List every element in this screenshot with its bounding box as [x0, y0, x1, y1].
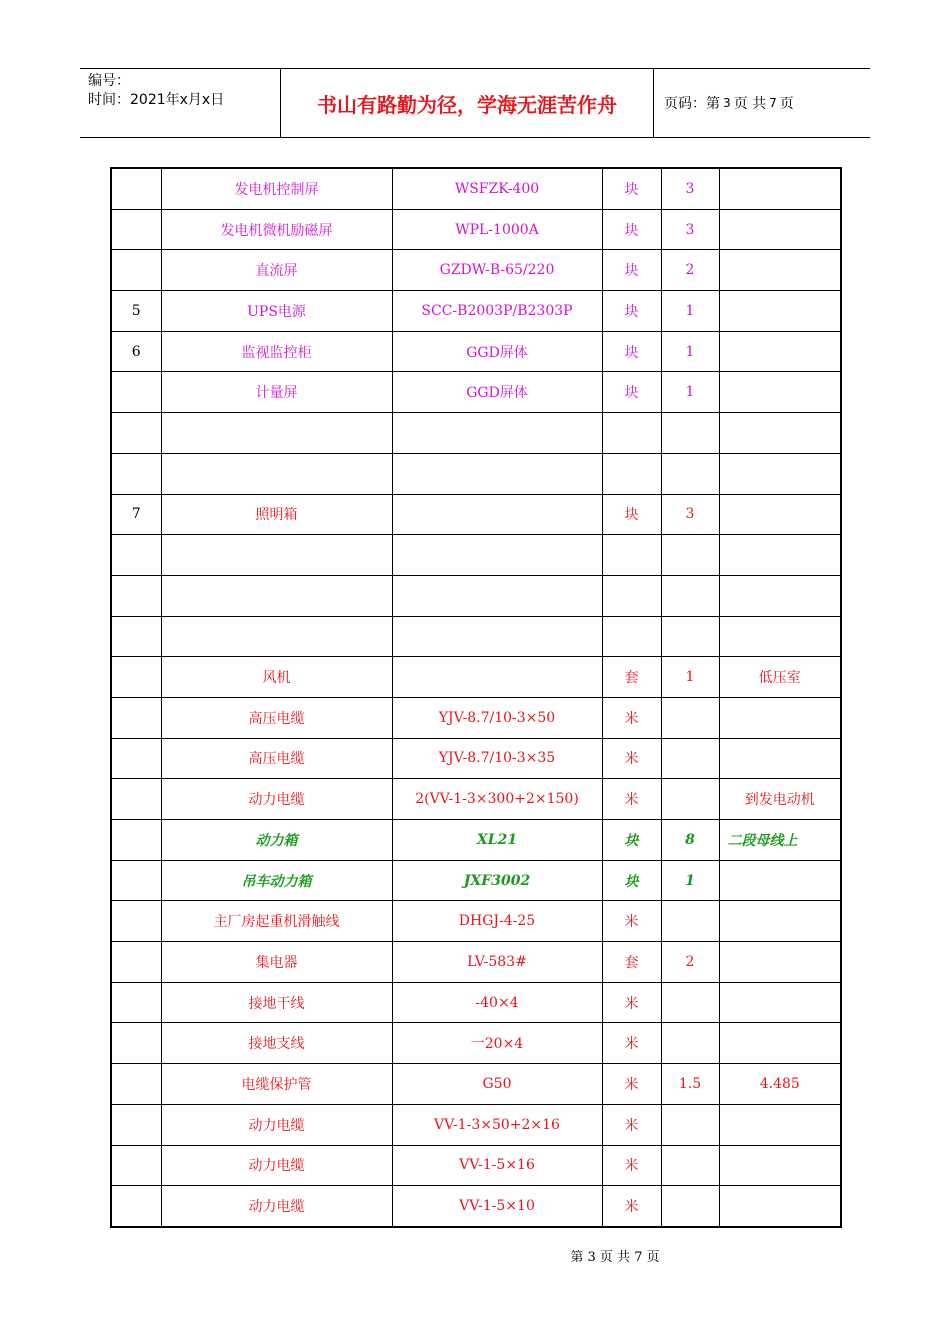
cell-note: [719, 901, 841, 942]
equipment-table-body: [111, 168, 841, 1227]
cell-name: [161, 453, 392, 494]
cell-name: 动力电缆: [161, 1186, 392, 1227]
page-mid: 页 共: [733, 96, 767, 112]
cell-number: [111, 535, 161, 576]
cell-name: UPS电源: [161, 291, 392, 332]
table-row: [111, 1145, 841, 1186]
cell-model: 一20×4: [392, 1023, 602, 1064]
cell-model: VV-1-5×16: [392, 1145, 602, 1186]
cell-unit: 米: [602, 982, 661, 1023]
cell-name: 发电机控制屏: [161, 168, 392, 209]
cell-quantity: 1: [661, 331, 719, 372]
cell-note: [719, 1186, 841, 1227]
cell-unit: 米: [602, 697, 661, 738]
cell-unit: 块: [602, 372, 661, 413]
cell-name: 接地支线: [161, 1023, 392, 1064]
table-row: [111, 697, 841, 738]
cell-name: 动力箱: [161, 820, 392, 861]
table-row: [111, 738, 841, 779]
cell-unit: 米: [602, 901, 661, 942]
cell-model: [392, 575, 602, 616]
cell-name: [161, 575, 392, 616]
cell-quantity: 1: [661, 860, 719, 901]
cell-note: [719, 494, 841, 535]
table-row: [111, 1064, 841, 1105]
page-header: [80, 68, 870, 138]
cell-quantity: [661, 413, 719, 454]
cell-model: GGD屏体: [392, 331, 602, 372]
cell-number: 6: [111, 331, 161, 372]
cell-name: [161, 616, 392, 657]
cell-note: [719, 697, 841, 738]
table-row: [111, 331, 841, 372]
page-prefix: 页码：第: [664, 96, 720, 112]
table-row: [111, 168, 841, 209]
cell-model: [392, 616, 602, 657]
cell-model: [392, 535, 602, 576]
cell-name: [161, 535, 392, 576]
cell-model: WSFZK-400: [392, 168, 602, 209]
cell-number: [111, 657, 161, 698]
cell-name: 计量屏: [161, 372, 392, 413]
cell-number: [111, 982, 161, 1023]
cell-unit: 块: [602, 209, 661, 250]
cell-model: GZDW-B-65/220: [392, 250, 602, 291]
table-row: [111, 291, 841, 332]
table-row: [111, 453, 841, 494]
cell-number: [111, 1064, 161, 1105]
cell-name: 监视监控柜: [161, 331, 392, 372]
table-row: [111, 1023, 841, 1064]
cell-quantity: 2: [661, 942, 719, 983]
cell-note: 到发电动机: [719, 779, 841, 820]
cell-unit: 块: [602, 820, 661, 861]
cell-model: SCC-B2003P/B2303P: [392, 291, 602, 332]
cell-name: 集电器: [161, 942, 392, 983]
cell-model: WPL-1000A: [392, 209, 602, 250]
cell-note: [719, 1104, 841, 1145]
page-suffix: 页: [779, 96, 794, 112]
cell-number: [111, 1104, 161, 1145]
cell-name: [161, 413, 392, 454]
cell-unit: 块: [602, 494, 661, 535]
cell-note: [719, 942, 841, 983]
header-motto: 书山有路勤为径，学海无涯苦作舟: [281, 69, 654, 137]
cell-number: [111, 616, 161, 657]
cell-model: G50: [392, 1064, 602, 1105]
cell-unit: 米: [602, 1186, 661, 1227]
cell-number: [111, 738, 161, 779]
cell-model: VV-1-5×10: [392, 1186, 602, 1227]
cell-name: 吊车动力箱: [161, 860, 392, 901]
page-footer: 第 3 页 共 7 页: [570, 1250, 660, 1265]
cell-unit: 米: [602, 738, 661, 779]
header-meta: [80, 69, 281, 137]
cell-note: [719, 616, 841, 657]
table-row: [111, 1186, 841, 1227]
cell-number: [111, 1186, 161, 1227]
cell-quantity: [661, 738, 719, 779]
cell-model: YJV-8.7/10-3×35: [392, 738, 602, 779]
cell-unit: [602, 535, 661, 576]
cell-number: 5: [111, 291, 161, 332]
table-row: [111, 535, 841, 576]
cell-note: [719, 413, 841, 454]
cell-number: [111, 860, 161, 901]
equipment-table: [110, 167, 842, 1228]
cell-quantity: [661, 901, 719, 942]
cell-number: [111, 1023, 161, 1064]
cell-name: 动力电缆: [161, 1145, 392, 1186]
table-row: [111, 820, 841, 861]
cell-quantity: 1.5: [661, 1064, 719, 1105]
cell-name: 直流屏: [161, 250, 392, 291]
cell-note: [719, 250, 841, 291]
cell-quantity: [661, 535, 719, 576]
header-page-info: [654, 69, 870, 137]
cell-number: [111, 697, 161, 738]
cell-note: 4.485: [719, 1064, 841, 1105]
cell-model: -40×4: [392, 982, 602, 1023]
cell-quantity: [661, 616, 719, 657]
cell-model: [392, 453, 602, 494]
cell-note: [719, 535, 841, 576]
table-row: [111, 209, 841, 250]
cell-number: [111, 453, 161, 494]
cell-name: 接地干线: [161, 982, 392, 1023]
cell-quantity: [661, 575, 719, 616]
cell-note: [719, 1023, 841, 1064]
cell-quantity: [661, 1186, 719, 1227]
cell-number: [111, 779, 161, 820]
cell-model: LV-583#: [392, 942, 602, 983]
cell-quantity: 1: [661, 372, 719, 413]
cell-note: 二段母线上: [719, 820, 841, 861]
cell-quantity: [661, 779, 719, 820]
cell-name: 风机: [161, 657, 392, 698]
cell-unit: 米: [602, 1064, 661, 1105]
cell-quantity: [661, 697, 719, 738]
cell-note: [719, 331, 841, 372]
cell-note: [719, 738, 841, 779]
cell-number: [111, 820, 161, 861]
cell-name: 电缆保护管: [161, 1064, 392, 1105]
table-row: [111, 901, 841, 942]
cell-number: [111, 250, 161, 291]
cell-model: [392, 657, 602, 698]
cell-quantity: [661, 982, 719, 1023]
cell-note: [719, 209, 841, 250]
cell-name: 发电机微机励磁屏: [161, 209, 392, 250]
table-row: [111, 413, 841, 454]
cell-name: 高压电缆: [161, 697, 392, 738]
cell-note: 低压室: [719, 657, 841, 698]
table-row: [111, 657, 841, 698]
cell-note: [719, 860, 841, 901]
cell-model: JXF3002: [392, 860, 602, 901]
cell-name: 主厂房起重机滑触线: [161, 901, 392, 942]
cell-note: [719, 982, 841, 1023]
cell-model: 2(VV-1-3×300+2×150): [392, 779, 602, 820]
cell-quantity: 1: [661, 291, 719, 332]
cell-unit: 块: [602, 860, 661, 901]
cell-name: 动力电缆: [161, 779, 392, 820]
cell-unit: 块: [602, 168, 661, 209]
cell-number: [111, 372, 161, 413]
cell-note: [719, 168, 841, 209]
cell-unit: 米: [602, 1104, 661, 1145]
cell-quantity: [661, 1023, 719, 1064]
serial-label: 编号：: [88, 73, 130, 89]
cell-model: YJV-8.7/10-3×50: [392, 697, 602, 738]
cell-unit: [602, 616, 661, 657]
table-row: [111, 494, 841, 535]
cell-model: GGD屏体: [392, 372, 602, 413]
cell-unit: 块: [602, 250, 661, 291]
table-row: [111, 779, 841, 820]
page-total: 7: [769, 96, 777, 110]
cell-quantity: [661, 1145, 719, 1186]
cell-note: [719, 453, 841, 494]
cell-number: [111, 575, 161, 616]
table-row: [111, 250, 841, 291]
cell-quantity: [661, 453, 719, 494]
cell-model: DHGJ-4-25: [392, 901, 602, 942]
cell-unit: [602, 413, 661, 454]
table-row: [111, 942, 841, 983]
cell-quantity: [661, 1104, 719, 1145]
cell-name: 高压电缆: [161, 738, 392, 779]
cell-number: 7: [111, 494, 161, 535]
cell-number: [111, 942, 161, 983]
cell-number: [111, 413, 161, 454]
table-row: [111, 1104, 841, 1145]
cell-unit: 套: [602, 942, 661, 983]
cell-unit: 米: [602, 1145, 661, 1186]
cell-quantity: 3: [661, 494, 719, 535]
cell-number: [111, 209, 161, 250]
table-row: [111, 372, 841, 413]
cell-unit: 套: [602, 657, 661, 698]
cell-quantity: 8: [661, 820, 719, 861]
cell-model: VV-1-3×50+2×16: [392, 1104, 602, 1145]
table-row: [111, 616, 841, 657]
cell-unit: [602, 453, 661, 494]
cell-model: [392, 413, 602, 454]
cell-note: [719, 1145, 841, 1186]
cell-unit: 块: [602, 331, 661, 372]
cell-model: [392, 494, 602, 535]
cell-unit: 米: [602, 779, 661, 820]
page-number: 3: [723, 96, 731, 110]
cell-note: [719, 291, 841, 332]
cell-unit: [602, 575, 661, 616]
cell-number: [111, 1145, 161, 1186]
cell-name: 动力电缆: [161, 1104, 392, 1145]
table-row: [111, 982, 841, 1023]
cell-note: [719, 575, 841, 616]
cell-number: [111, 168, 161, 209]
cell-model: XL21: [392, 820, 602, 861]
cell-quantity: 1: [661, 657, 719, 698]
table-row: [111, 860, 841, 901]
cell-quantity: 3: [661, 209, 719, 250]
table-row: [111, 575, 841, 616]
cell-unit: 块: [602, 291, 661, 332]
cell-quantity: 2: [661, 250, 719, 291]
cell-name: 照明箱: [161, 494, 392, 535]
time-label: 时间：2021年x月x日: [88, 92, 225, 108]
cell-quantity: 3: [661, 168, 719, 209]
cell-unit: 米: [602, 1023, 661, 1064]
cell-number: [111, 901, 161, 942]
cell-note: [719, 372, 841, 413]
